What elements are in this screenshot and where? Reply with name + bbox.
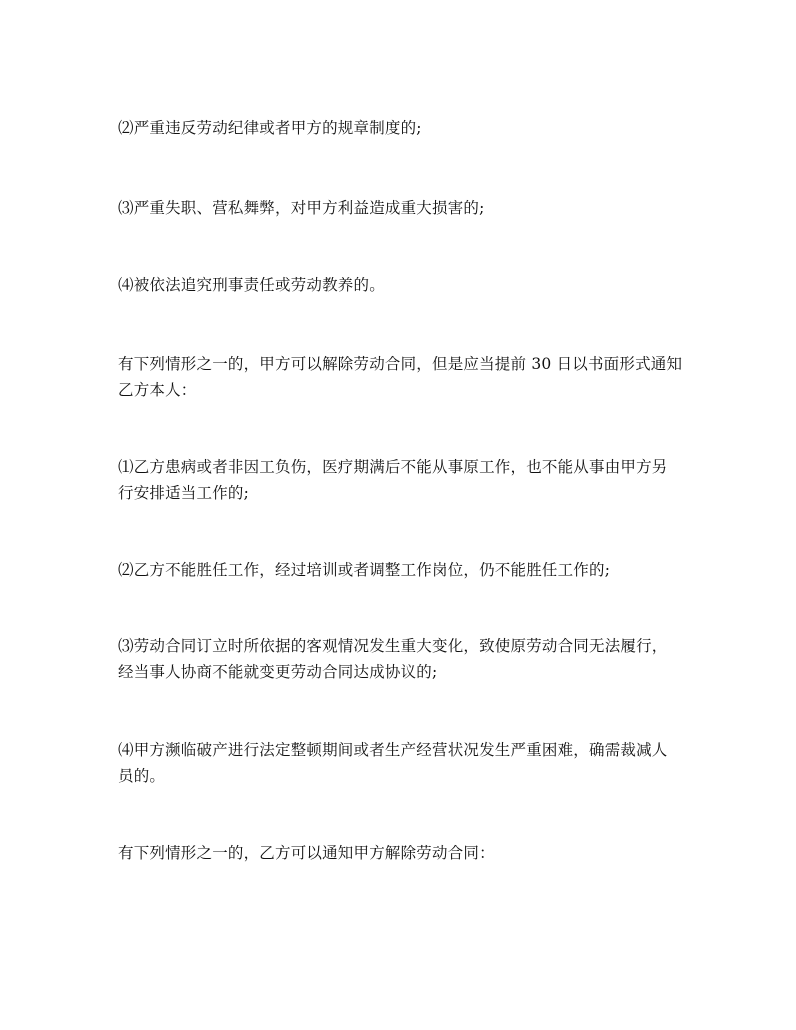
paragraph-clause-1-illness: ⑴乙方患病或者非因工负伤，医疗期满后不能从事原工作，也不能从事由甲方另行安排适当工作的; xyxy=(118,458,668,502)
paragraph-clause-2-discipline: ⑵严重违反劳动纪律或者甲方的规章制度的; xyxy=(118,119,422,137)
paragraph-clause-3-misconduct: ⑶严重失职、营私舞弊，对甲方利益造成重大损害的; xyxy=(118,199,485,217)
paragraph-clause-4-criminal: ⑷被依法追究刑事责任或劳动教养的。 xyxy=(118,276,385,294)
paragraph-employer-termination-notice: 有下列情形之一的，甲方可以解除劳动合同，但是应当提前 30 日以书面形式通知乙方本人： xyxy=(118,355,683,399)
paragraph-clause-2-incompetence: ⑵乙方不能胜任工作，经过培训或者调整工作岗位，仍不能胜任工作的; xyxy=(118,561,611,579)
paragraph-employee-termination: 有下列情形之一的，乙方可以通知甲方解除劳动合同： xyxy=(118,844,495,862)
paragraph-clause-3-circumstances: ⑶劳动合同订立时所依据的客观情况发生重大变化，致使原劳动合同无法履行，经当事人协商不能就变更劳动合同达成协议的; xyxy=(118,637,668,681)
paragraph-clause-4-layoffs: ⑷甲方濒临破产进行法定整顿期间或者生产经营状况发生严重困难，确需裁减人员的。 xyxy=(118,741,668,785)
